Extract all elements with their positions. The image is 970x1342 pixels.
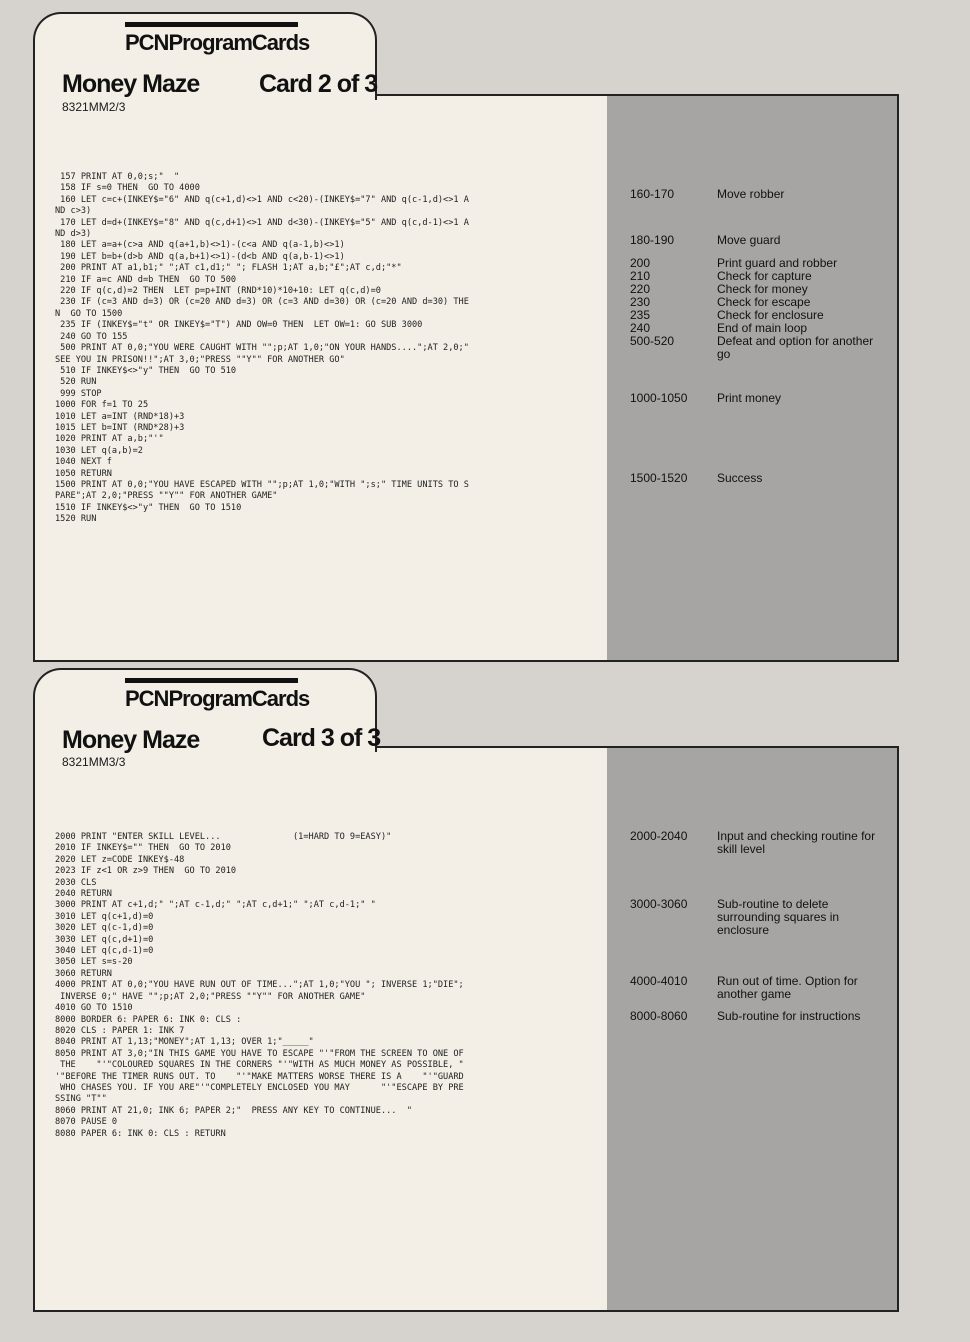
note-description: Check for enclosure [717, 308, 824, 322]
code-line: 190 LET b=b+(d>b AND q(a,b+1)<>1)-(d<b AND q(a,b-1)<>1) [55, 251, 345, 262]
note-description: Sub-routine to delete surrounding squares in enclosure [717, 897, 840, 937]
note-description: Check for escape [717, 295, 811, 309]
note-line-range: 8000-8060 [630, 1009, 688, 1023]
program-listing [55, 832, 464, 1140]
code-line: SSING "T"" [55, 1094, 107, 1105]
card-number: Card 3 of 3 [262, 724, 381, 752]
note-description: Move guard [717, 233, 781, 247]
note-description: Sub-routine for instructions [717, 1009, 861, 1023]
code-line: 180 LET a=a+(c>a AND q(a+1,b)<>1)-(c<a AND q(a-1,b)<>1) [55, 240, 345, 251]
code-line: 2000 PRINT "ENTER SKILL LEVEL... (1=HARD TO 9=EASY)" [55, 832, 392, 842]
program-card-2 [33, 12, 899, 662]
note-line-range: 160-170 [630, 187, 675, 201]
code-line: 230 IF (c=3 AND d=3) OR (c=20 AND d=3) OR (c=3 AND d=30) OR (c=20 AND d=30) THE [55, 297, 469, 308]
code-line: 2040 RETURN [55, 889, 112, 900]
code-line: 8060 PRINT AT 21,0; INK 6; PAPER 2;" PRESS ANY KEY TO CONTINUE... " [55, 1105, 412, 1116]
note-line-range: 1500-1520 [630, 471, 688, 485]
brand-logo: PCNProgramCards [125, 686, 310, 711]
code-line: 235 IF (INKEY$="t" OR INKEY$="T") AND OW=0 THEN LET OW=1: GO SUB 3000 [55, 320, 423, 331]
note-line-range: 4000-4010 [630, 974, 688, 988]
code-line: 220 IF q(c,d)=2 THEN LET p=p+INT (RND*10)*10+10: LET q(c,d)=0 [55, 286, 381, 297]
code-line: N GO TO 1500 [55, 308, 123, 319]
note-description: End of main loop [717, 321, 808, 335]
note-line-range: 500-520 [630, 334, 675, 348]
code-line: 3050 LET s=s-20 [55, 957, 133, 968]
code-line: 2023 IF z<1 OR z>9 THEN GO TO 2010 [55, 866, 237, 877]
code-line: 1010 LET a=INT (RND*18)+3 [55, 411, 185, 422]
note-line-range: 2000-2040 [630, 829, 688, 843]
note-description: Run out of time. Option for another game [717, 974, 858, 1001]
code-line: 158 IF s=0 THEN GO TO 4000 [55, 183, 200, 194]
note-description: Move robber [717, 187, 785, 201]
card-number: Card 2 of 3 [259, 70, 378, 98]
code-line: 2010 IF INKEY$="" THEN GO TO 2010 [55, 843, 231, 854]
note-line-range: 180-190 [630, 233, 675, 247]
code-line: 2020 LET z=CODE INKEY$-48 [55, 854, 185, 865]
note-line-range: 200 [630, 256, 651, 270]
code-line: WHO CHASES YOU. IF YOU ARE"'"COMPLETELY ENCLOSED YOU MAY "'"ESCAPE BY PRE [55, 1082, 464, 1093]
code-line: 3020 LET q(c-1,d)=0 [55, 923, 154, 934]
note-description: Check for capture [717, 269, 812, 283]
code-line: 200 PRINT AT a1,b1;" ";AT c1,d1;" "; FLASH 1;AT a,b;"£";AT c,d;"*" [55, 263, 402, 274]
note-line-range: 240 [630, 321, 651, 335]
code-line: ND c>3) [55, 206, 92, 217]
code-line: SEE YOU IN PRISON!!";AT 3,0;"PRESS ""Y"" FOR ANOTHER GO" [55, 354, 345, 365]
code-line: 8080 PAPER 6: INK 0: CLS : RETURN [55, 1128, 226, 1139]
code-line: 160 LET c=c+(INKEY$="6" AND q(c+1,d)<>1 AND c<20)-(INKEY$="7" AND q(c-1,d)<>1 A [55, 194, 469, 205]
note-description: Check for money [717, 282, 808, 296]
code-line: 3060 RETURN [55, 968, 112, 979]
code-line: 4000 PRINT AT 0,0;"YOU HAVE RUN OUT OF TIME...";AT 1,0;"YOU "; INVERSE 1;"DIE"; [55, 980, 464, 991]
code-line: 1520 RUN [55, 514, 97, 525]
code-line: 999 STOP [55, 388, 102, 399]
note-description: Success [717, 471, 763, 485]
card-code: 8321MM2/3 [62, 100, 126, 114]
program-title: Money Maze [62, 70, 200, 98]
program-listing [55, 172, 469, 526]
code-line: 3030 LET q(c,d+1)=0 [55, 934, 154, 945]
code-line: PARE";AT 2,0;"PRESS ""Y"" FOR ANOTHER GAME" [55, 491, 278, 502]
code-line: 1500 PRINT AT 0,0;"YOU HAVE ESCAPED WITH "";p;AT 1,0;"WITH ";s;" TIME UNITS TO S [55, 479, 469, 490]
code-line: 8070 PAUSE 0 [55, 1117, 118, 1128]
note-line-range: 3000-3060 [630, 897, 688, 911]
code-line: 1050 RETURN [55, 468, 112, 479]
notes-panel [607, 96, 897, 660]
note-description: Defeat and option for another go [717, 334, 874, 361]
code-line: 4010 GO TO 1510 [55, 1003, 133, 1014]
code-line: THE "'"COLOURED SQUARES IN THE CORNERS "'"WITH AS MUCH MONEY AS POSSIBLE, " [55, 1060, 464, 1071]
code-line: 510 IF INKEY$<>"y" THEN GO TO 510 [55, 365, 237, 376]
code-line: ND d>3) [55, 229, 92, 240]
code-line: 1020 PRINT AT a,b;"'" [55, 434, 164, 445]
note-line-range: 220 [630, 282, 651, 296]
code-line: 1000 FOR f=1 TO 25 [55, 400, 149, 411]
note-line-range: 210 [630, 269, 651, 283]
code-line: 8050 PRINT AT 3,0;"IN THIS GAME YOU HAVE TO ESCAPE "'"FROM THE SCREEN TO ONE OF [55, 1048, 464, 1059]
note-description: Print money [717, 391, 782, 405]
note-line-range: 230 [630, 295, 651, 309]
code-line: 1015 LET b=INT (RND*28)+3 [55, 422, 185, 433]
card-code: 8321MM3/3 [62, 755, 126, 769]
code-line: 3040 LET q(c,d-1)=0 [55, 946, 154, 957]
code-line: 520 RUN [55, 377, 97, 388]
code-line: 240 GO TO 155 [55, 331, 128, 342]
code-line: INVERSE 0;" HAVE "";p;AT 2,0;"PRESS ""Y"" FOR ANOTHER GAME" [55, 991, 366, 1002]
logo-bar [125, 22, 298, 27]
code-line: 1040 NEXT f [55, 457, 112, 468]
note-description: Print guard and robber [717, 256, 838, 270]
note-line-range: 235 [630, 308, 651, 322]
code-line: 3000 PRINT AT c+1,d;" ";AT c-1,d;" ";AT c,d+1;" ";AT c,d-1;" " [55, 900, 376, 911]
code-line: 170 LET d=d+(INKEY$="8" AND q(c,d+1)<>1 AND d<30)-(INKEY$="5" AND q(c,d-1)<>1 A [55, 217, 469, 228]
code-line: 8020 CLS : PAPER 1: INK 7 [55, 1025, 185, 1036]
logo-bar [125, 678, 298, 683]
program-title: Money Maze [62, 726, 200, 754]
code-line: 2030 CLS [55, 877, 97, 888]
code-line: 1510 IF INKEY$<>"y" THEN GO TO 1510 [55, 502, 242, 513]
code-line: 8040 PRINT AT 1,13;"MONEY";AT 1,13; OVER 1;"_____" [55, 1037, 314, 1048]
code-line: '"BEFORE THE TIMER RUNS OUT. TO "'"MAKE MATTERS WORSE THERE IS A "'"GUARD [55, 1071, 464, 1082]
program-card-3 [33, 668, 899, 1312]
code-line: 157 PRINT AT 0,0;s;" " [55, 172, 180, 182]
code-line: 210 IF a=c AND d=b THEN GO TO 500 [55, 274, 237, 285]
code-line: 1030 LET q(a,b)=2 [55, 445, 143, 456]
note-description: Input and checking routine for skill level [717, 829, 876, 856]
note-line-range: 1000-1050 [630, 391, 688, 405]
code-line: 8000 BORDER 6: PAPER 6: INK 0: CLS : [55, 1014, 242, 1025]
brand-logo: PCNProgramCards [125, 30, 310, 55]
code-line: 500 PRINT AT 0,0;"YOU WERE CAUGHT WITH "";p;AT 1,0;"ON YOUR HANDS....";AT 2,0;" [55, 343, 469, 354]
code-line: 3010 LET q(c+1,d)=0 [55, 911, 154, 922]
